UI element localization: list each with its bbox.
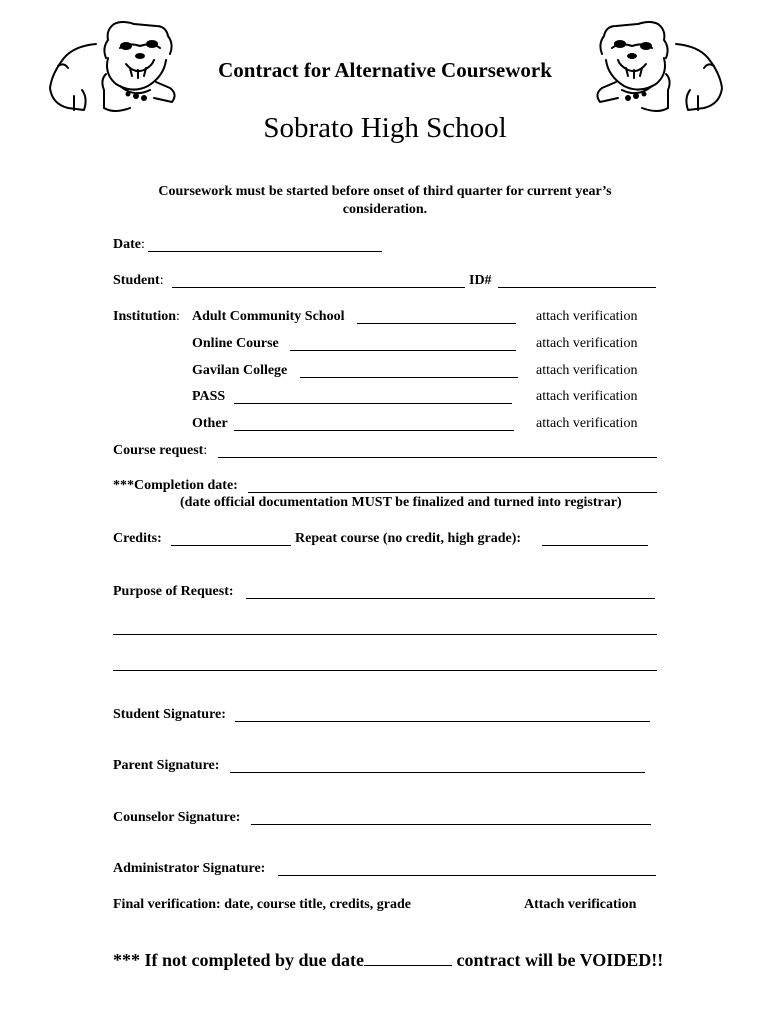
date-field[interactable] bbox=[148, 251, 382, 252]
counselor-signature-label: Counselor Signature: bbox=[113, 810, 241, 825]
institution-field-pass[interactable] bbox=[234, 403, 512, 404]
institution-option-pass: PASS bbox=[192, 389, 226, 404]
course-request-field[interactable] bbox=[218, 457, 657, 458]
attach-verification-note: attach verification bbox=[536, 389, 638, 404]
institution-option-online-course: Online Course bbox=[192, 336, 279, 351]
attach-verification-note: attach verification bbox=[536, 336, 638, 351]
completion-date-field[interactable] bbox=[248, 492, 657, 493]
repeat-course-field[interactable] bbox=[542, 545, 648, 546]
attach-verification-label: Attach verification bbox=[524, 897, 637, 912]
institution-field-gavilan-college[interactable] bbox=[300, 377, 518, 378]
id-field[interactable] bbox=[498, 287, 656, 288]
repeat-course-label: Repeat course (no credit, high grade): bbox=[295, 531, 522, 546]
institution-option-other: Other bbox=[192, 416, 228, 431]
credits-label: Credits: bbox=[113, 531, 162, 546]
student-signature-label: Student Signature: bbox=[113, 707, 226, 722]
completion-date-label: ***Completion date: bbox=[113, 478, 238, 493]
school-name: Sobrato High School bbox=[263, 112, 507, 144]
id-label: ID# bbox=[469, 273, 492, 288]
institution-field-online-course[interactable] bbox=[290, 350, 516, 351]
institution-field-other[interactable] bbox=[234, 430, 514, 431]
completion-date-note: (date official documentation MUST be finalized and turned into registrar) bbox=[180, 495, 622, 510]
administrator-signature-field[interactable] bbox=[278, 875, 656, 876]
due-date-field[interactable] bbox=[364, 951, 452, 966]
date-label: Date: bbox=[113, 237, 145, 252]
purpose-field-line-3[interactable] bbox=[113, 670, 657, 671]
voided-notice bbox=[113, 950, 663, 971]
notice-line-1: Coursework must be started before onset of third quarter for current year’s bbox=[158, 184, 612, 199]
counselor-signature-field[interactable] bbox=[251, 824, 651, 825]
institution-label: Institution: bbox=[113, 309, 180, 324]
voided-notice-prefix: *** If not completed by due date bbox=[113, 950, 364, 970]
parent-signature-field[interactable] bbox=[230, 772, 645, 773]
administrator-signature-label: Administrator Signature: bbox=[113, 861, 266, 876]
student-field[interactable] bbox=[172, 287, 465, 288]
institution-option-gavilan-college: Gavilan College bbox=[192, 363, 288, 378]
institution-field-adult-community-school[interactable] bbox=[357, 323, 516, 324]
student-label: Student: bbox=[113, 273, 164, 288]
purpose-label: Purpose of Request: bbox=[113, 584, 234, 599]
final-verification-label: Final verification: date, course title, credits, grade bbox=[113, 897, 411, 912]
notice-line-2: consideration. bbox=[342, 202, 428, 217]
attach-verification-note: attach verification bbox=[536, 363, 638, 378]
parent-signature-label: Parent Signature: bbox=[113, 758, 220, 773]
voided-notice-suffix: contract will be VOIDED!! bbox=[456, 950, 664, 970]
purpose-field-line-2[interactable] bbox=[113, 634, 657, 635]
attach-verification-note: attach verification bbox=[536, 416, 638, 431]
course-request-label: Course request: bbox=[113, 443, 208, 458]
form-title: Contract for Alternative Coursework bbox=[218, 58, 552, 82]
purpose-field[interactable] bbox=[246, 598, 655, 599]
attach-verification-note: attach verification bbox=[536, 309, 638, 324]
institution-option-adult-community-school: Adult Community School bbox=[192, 309, 345, 324]
credits-field[interactable] bbox=[171, 545, 291, 546]
student-signature-field[interactable] bbox=[235, 721, 650, 722]
